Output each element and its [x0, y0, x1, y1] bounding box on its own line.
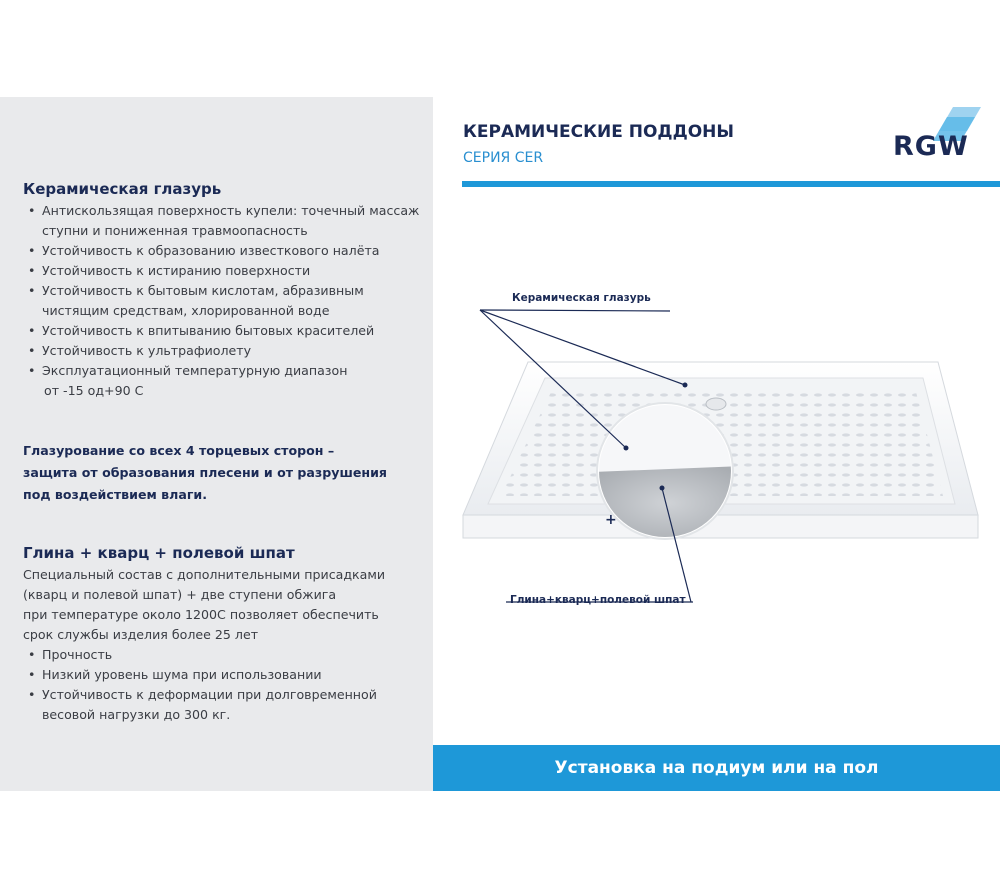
banner-text: Установка на подиум или на пол: [554, 758, 879, 778]
callout-clay: Глина+кварц+полевой шпат: [510, 594, 686, 606]
install-banner: [433, 745, 1000, 791]
list-item: • Устойчивость к образованию известкового налёта: [28, 241, 428, 261]
list-item: • Низкий уровень шума при использовании: [28, 665, 408, 685]
list-item: • Устойчивость к впитыванию бытовых красителей: [28, 321, 428, 341]
glazing-note-line: под воздействием влаги.: [23, 487, 208, 502]
temp-range: от -15 од+90 С: [44, 383, 144, 398]
clay-para-line: срок службы изделия более 25 лет: [23, 627, 259, 642]
clay-para-line: Специальный состав с дополнительными присадками: [23, 567, 386, 582]
shower-tray-illustration: [433, 280, 1000, 630]
glaze-list: [28, 201, 428, 381]
list-item: • Устойчивость к бытовым кислотам, абразивным чистящим средствам, хлорированной воде: [28, 281, 428, 321]
plus-icon: +: [605, 512, 617, 528]
glaze-heading: Керамическая глазурь: [23, 180, 222, 198]
clay-para-line: (кварц и полевой шпат) + две ступени обжига: [23, 587, 337, 602]
logo-text: RGW: [893, 131, 969, 162]
list-item: • Эксплуатационный температурную диапазон: [28, 361, 428, 381]
page-title: КЕРАМИЧЕСКИЕ ПОДДОНЫ: [463, 122, 735, 142]
page-subtitle: СЕРИЯ CER: [463, 150, 544, 166]
header-rule: [462, 181, 1000, 187]
clay-heading: Глина + кварц + полевой шпат: [23, 544, 295, 562]
list-item: • Устойчивость к ультрафиолету: [28, 341, 428, 361]
list-item: • Прочность: [28, 645, 408, 665]
list-item: • Устойчивость к истиранию поверхности: [28, 261, 428, 281]
glazing-note-line: защита от образования плесени и от разрушения: [23, 465, 387, 480]
rgw-logo: [893, 103, 985, 163]
clay-para-line: при температуре около 1200С позволяет обеспечить: [23, 607, 379, 622]
list-item: • Антискользящая поверхность купели: точечный массаж ступни и пониженная травмоопасность: [28, 201, 428, 241]
clay-list: [28, 645, 408, 725]
callout-glaze: Керамическая глазурь: [512, 292, 651, 304]
glazing-note-line: Глазурование со всех 4 торцевых сторон –: [23, 443, 335, 458]
list-item: • Устойчивость к деформации при долговременной весовой нагрузки до 300 кг.: [28, 685, 408, 725]
